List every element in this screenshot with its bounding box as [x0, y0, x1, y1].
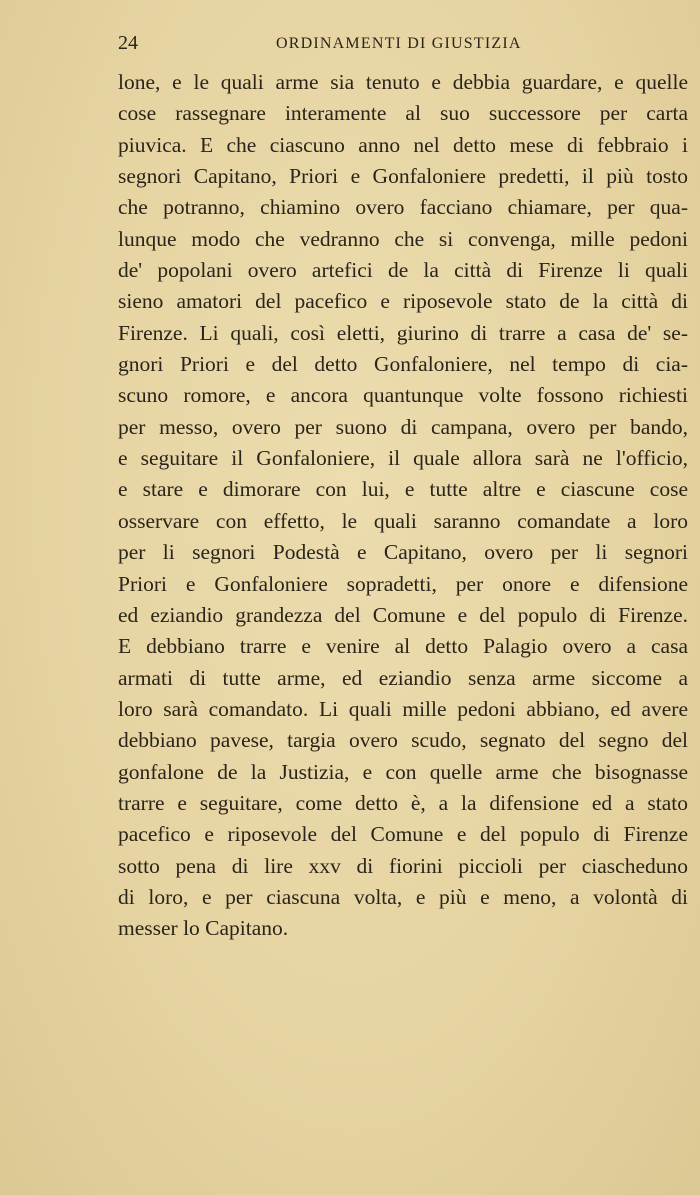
text-line: e seguitare il Gonfaloniere, il quale allora sarà ne l'officio, — [118, 446, 688, 471]
text-line: cose rassegnare interamente al suo successore per carta — [118, 101, 688, 126]
body-text — [118, 67, 688, 945]
text-line: gonfalone de la Justizia, e con quelle arme che bisognasse — [118, 759, 688, 784]
text-line: per li segnori Podestà e Capitano, overo per li segnori — [118, 540, 688, 565]
text-line: debbiano pavese, targia overo scudo, segnato del segno del — [118, 728, 688, 753]
text-line: che potranno, chiamino overo facciano chiamare, per qua- — [118, 195, 688, 220]
text-line: osservare con effetto, le quali saranno comandate a loro — [118, 508, 688, 533]
text-line: Firenze. Li quali, così eletti, giurino di trarre a casa de' se- — [118, 320, 688, 345]
text-line: armati di tutte arme, ed eziandio senza arme siccome a — [118, 665, 688, 690]
text-line: sotto pena di lire xxv di fiorini piccioli per ciascheduno — [118, 853, 688, 878]
text-line: loro sarà comandato. Li quali mille pedoni abbiano, ed avere — [118, 696, 688, 721]
text-line: E debbiano trarre e venire al detto Palagio overo a casa — [118, 634, 688, 659]
text-line: sieno amatori del pacefico e riposevole stato de la città di — [118, 289, 688, 314]
text-line: piuvica. E che ciascuno anno nel detto mese di febbraio i — [118, 132, 688, 157]
text-line: pacefico e riposevole del Comune e del populo di Firenze — [118, 822, 688, 847]
text-line: Priori e Gonfaloniere sopradetti, per onore e difensione — [118, 571, 688, 596]
text-line: lunque modo che vedranno che si convenga, mille pedoni — [118, 226, 688, 251]
text-line: trarre e seguitare, come detto è, a la difensione ed a stato — [118, 790, 688, 815]
text-line: per messo, overo per suono di campana, overo per bando, — [118, 414, 688, 439]
text-line: segnori Capitano, Priori e Gonfaloniere predetti, il più tosto — [118, 164, 688, 189]
text-line: scuno romore, e ancora quantunque volte fossono richiesti — [118, 383, 688, 408]
page-number: 24 — [118, 32, 138, 54]
text-line: ed eziandio grandezza del Comune e del populo di Firenze. — [118, 602, 688, 627]
text-line: messer lo Capitano. — [118, 916, 289, 941]
text-line: gnori Priori e del detto Gonfaloniere, nel tempo di cia- — [118, 352, 688, 377]
text-line: de' popolani overo artefici de la città di Firenze li quali — [118, 258, 688, 283]
text-line: lone, e le quali arme sia tenuto e debbia guardare, e quelle — [118, 70, 688, 94]
text-line: di loro, e per ciascuna volta, e più e meno, a volontà di — [118, 884, 688, 909]
running-title: ORDINAMENTI DI GIUSTIZIA — [276, 35, 522, 52]
page-header — [118, 30, 688, 56]
text-line: e stare e dimorare con lui, e tutte altre e ciascune cose — [118, 477, 688, 502]
